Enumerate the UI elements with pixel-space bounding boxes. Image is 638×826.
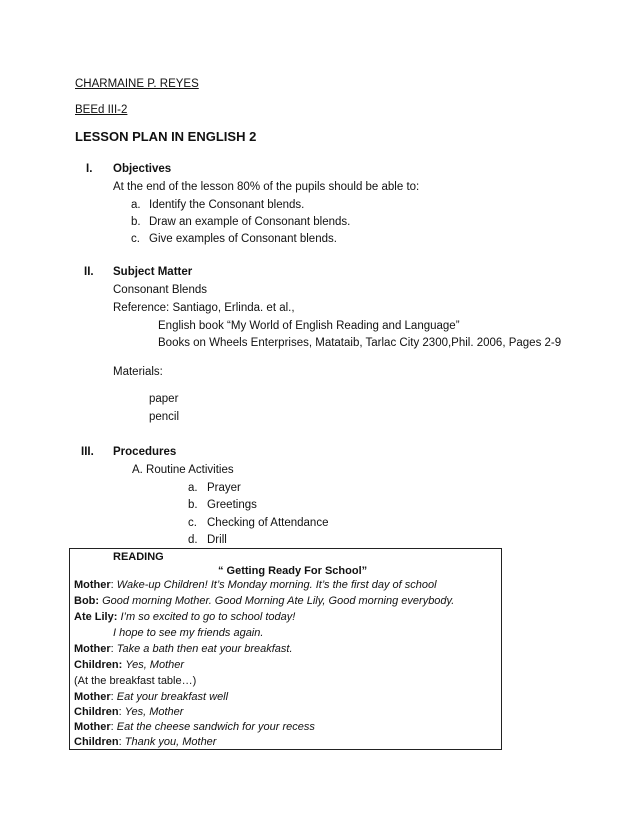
subject-numeral: II. [84,266,94,278]
speaker-separator: : [110,721,117,733]
activity-marker: c. [188,517,197,529]
dialogue-line [74,674,196,689]
objective-marker: b. [131,216,141,228]
dialogue-line [113,626,263,641]
dialogue-text: Yes, Mother [124,706,184,718]
stage-direction: (At the breakfast table…) [74,675,197,687]
activity-item: Prayer [207,482,241,494]
materials-label: Materials: [113,366,163,378]
subject-topic: Consonant Blends [113,284,207,296]
objective-item: Identify the Consonant blends. [149,199,305,211]
dialogue-text: I’m so excited to go to school today! [120,611,296,623]
reading-label: READING [113,551,164,563]
dialogue-text: Good morning Mother. Good Morning Ate Lily, Good morning everybody. [102,595,455,607]
routine-activities-heading: A. Routine Activities [132,464,234,476]
dialogue-text: Thank you, Mother [124,736,217,748]
dialogue-line [74,578,437,593]
material-item: paper [149,393,179,405]
subject-publisher: Books on Wheels Enterprises, Matataib, Tarlac City 2300,Phil. 2006, Pages 2-9 [158,337,562,349]
dialogue-line [74,720,315,735]
dialogue-text: Eat your breakfast well [116,691,229,703]
dialogue-line [74,658,184,673]
speaker-separator: : [110,643,117,655]
speaker: Mother [74,691,111,703]
subject-book: English book “My World of English Reading and Language” [158,320,460,332]
dialogue-line [74,705,183,720]
dialogue-line [74,594,454,609]
activity-marker: b. [188,499,198,511]
objective-marker: c. [131,233,140,245]
dialogue-text: Take a bath then eat your breakfast. [116,643,293,655]
objectives-numeral: I. [86,163,93,175]
dialogue-text: Yes, Mother [125,659,185,671]
speaker-separator: : [118,736,125,748]
speaker: Children: [74,659,123,671]
objective-marker: a. [131,199,141,211]
speaker-separator: : [110,579,117,591]
dialogue-line [74,690,228,705]
objective-item: Give examples of Consonant blends. [149,233,337,245]
speaker: Mother [74,579,111,591]
dialogue-text: Wake-up Children! It’s Monday morning. It’s the first day of school [116,579,437,591]
reading-box [69,548,502,750]
objective-item: Draw an example of Consonant blends. [149,216,351,228]
speaker: Bob: [74,595,100,607]
subject-heading: Subject Matter [113,266,193,278]
activity-item: Drill [207,534,227,546]
dialogue-text: I hope to see my friends again. [113,627,264,639]
dialogue-line [74,642,293,657]
speaker: Mother [74,643,111,655]
dialogue-text: Eat the cheese sandwich for your recess [116,721,315,733]
objectives-heading: Objectives [113,163,172,175]
procedures-numeral: III. [81,446,94,458]
material-item: pencil [149,411,180,423]
activity-item: Checking of Attendance [207,517,329,529]
speaker-separator: : [110,691,117,703]
speaker: Children [74,736,119,748]
objectives-intro: At the end of the lesson 80% of the pupils should be able to: [113,181,420,193]
activity-item: Greetings [207,499,257,511]
procedures-heading: Procedures [113,446,177,458]
course-section: BEEd III-2 [75,104,128,116]
speaker: Mother [74,721,111,733]
dialogue-line [74,735,216,750]
author-name: CHARMAINE P. REYES [75,78,199,90]
speaker: Ate Lily: [74,611,118,623]
speaker: Children [74,706,119,718]
activity-marker: d. [188,534,198,546]
activity-marker: a. [188,482,198,494]
speaker-separator: : [118,706,125,718]
dialogue-line [74,610,295,625]
page-title: LESSON PLAN IN ENGLISH 2 [75,129,257,144]
reading-title: “ Getting Ready For School” [218,565,368,577]
subject-reference: Reference: Santiago, Erlinda. et al., [113,302,295,314]
